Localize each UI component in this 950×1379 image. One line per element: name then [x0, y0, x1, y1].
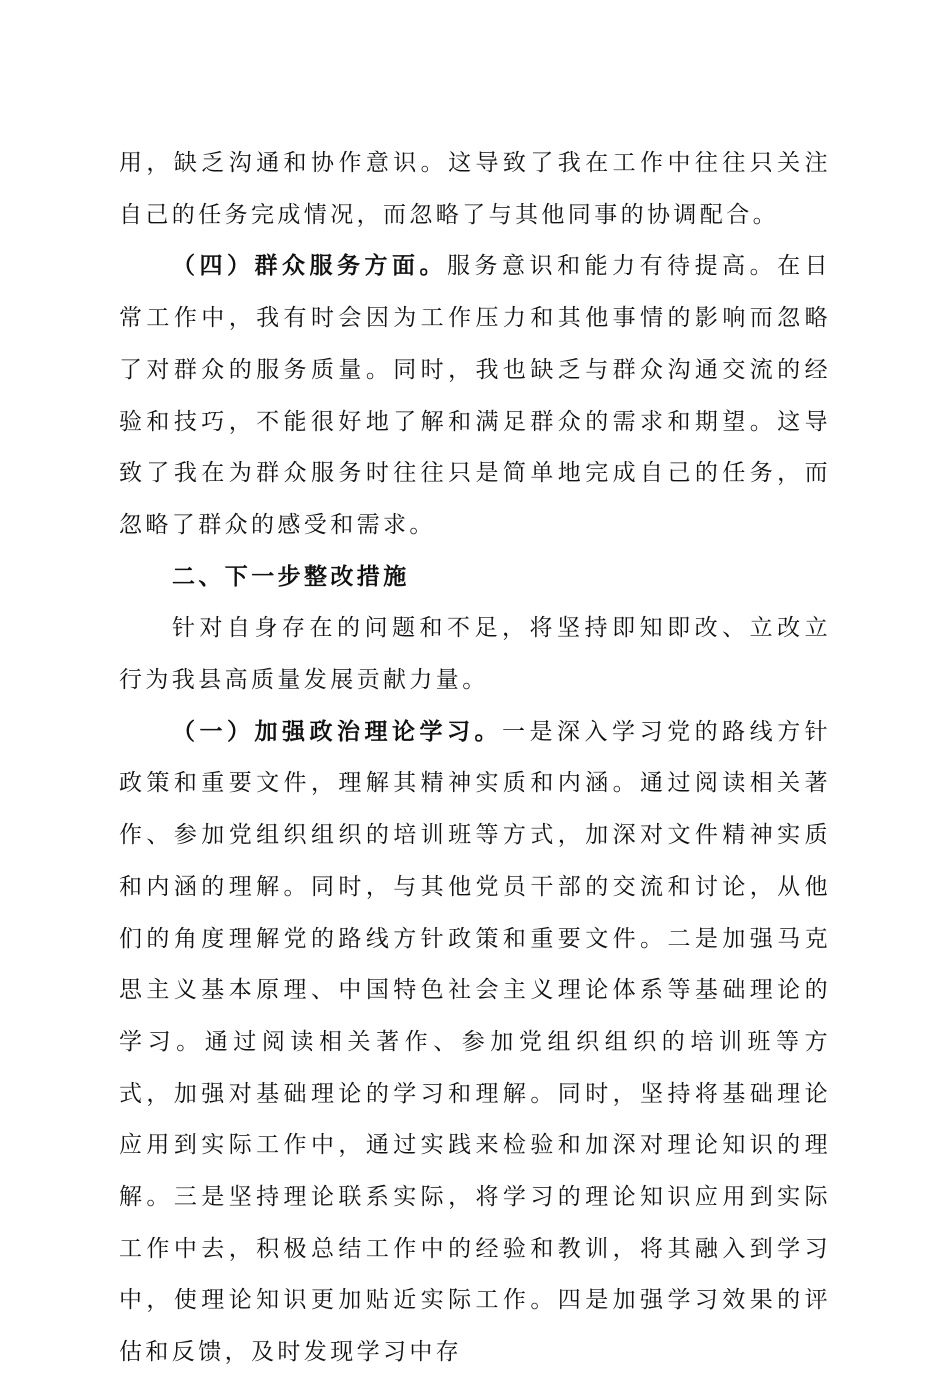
paragraph-text: 针对自身存在的问题和不足，将坚持即知即改、立改立行为我县高质量发展贡献力量。: [119, 615, 831, 694]
paragraph-continuation: [119, 138, 831, 241]
paragraph-public-service: [119, 241, 831, 551]
document-body: [119, 138, 831, 1379]
paragraph-lead: （四）群众服务方面。: [172, 253, 448, 280]
paragraph-political-theory: [119, 707, 831, 1379]
paragraph-text: 服务意识和能力有待提高。在日常工作中，我有时会因为工作压力和其他事情的影响而忽略了对群众的服务质量。同时，我也缺乏与群众沟通交流的经验和技巧，不能很好地了解和满足群众的需求和期望。这导致了我在为群众服务时往往只是简单地完成自己的任务，而忽略了群众的感受和需求。: [119, 253, 831, 538]
section-heading: 二、下一步整改措施: [172, 563, 410, 590]
paragraph-text: 一是深入学习党的路线方针政策和重要文件，理解其精神实质和内涵。通过阅读相关著作、参加党组织组织的培训班等方式，加深对文件精神实质和内涵的理解。同时，与其他党员干部的交流和讨论，从他们的角度理解党的路线方针政策和重要文件。二是加强马克思主义基本原理、中国特色社会主义理论体系等基础理论的学习。通过阅读相关著作、参加党组织组织的培训班等方式，加强对基础理论的学习和理解。同时，坚持将基础理论应用到实际工作中，通过实践来检验和加深对理论知识的理解。三是坚持理论联系实际，将学习的理论知识应用到实际工作中去，积极总结工作中的经验和教训，将其融入到学习中，使理论知识更加贴近实际工作。四是加强学习效果的评估和反馈，及时发现学习中存: [119, 718, 831, 1366]
paragraph-intro: [119, 603, 831, 706]
paragraph-lead: （一）加强政治理论学习。: [172, 718, 503, 745]
paragraph-text: 用，缺乏沟通和协作意识。这导致了我在工作中往往只关注自己的任务完成情况，而忽略了与其他同事的协调配合。: [119, 150, 831, 228]
